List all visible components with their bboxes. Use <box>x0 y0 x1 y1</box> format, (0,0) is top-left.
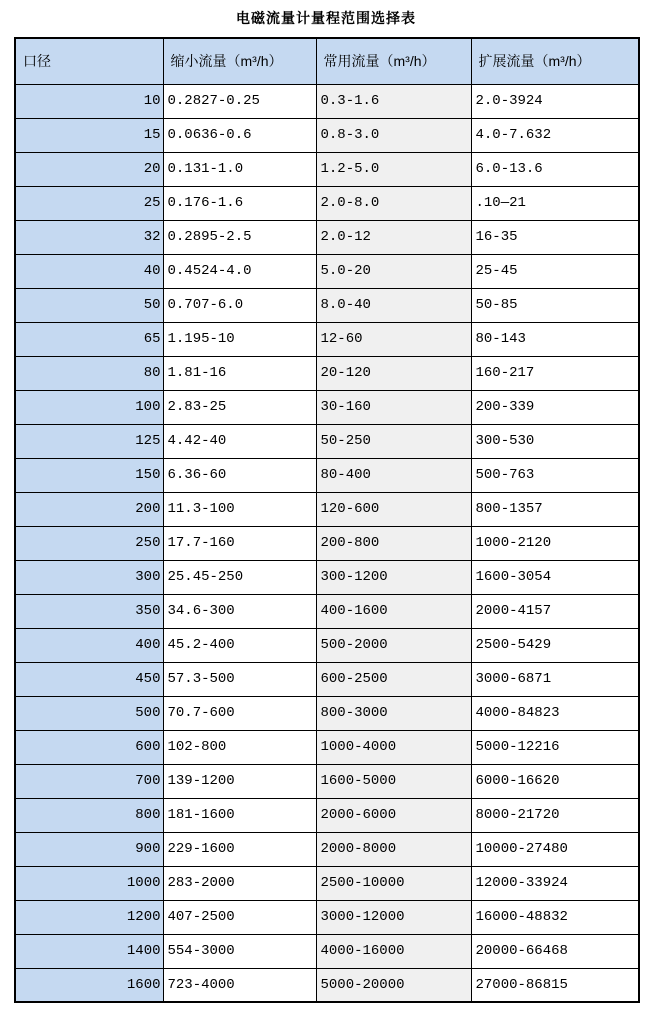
common-flow-cell: 30-160 <box>316 390 471 424</box>
col-header-diameter: 口径 <box>15 38 163 84</box>
table-row <box>15 866 639 900</box>
reduced-flow-cell: 70.7-600 <box>163 696 316 730</box>
diameter-cell: 250 <box>15 526 163 560</box>
extended-flow-cell: 2.0-3924 <box>471 84 639 118</box>
diameter-cell: 700 <box>15 764 163 798</box>
common-flow-cell: 5.0-20 <box>316 254 471 288</box>
diameter-cell: 300 <box>15 560 163 594</box>
common-flow-cell: 5000-20000 <box>316 968 471 1002</box>
extended-flow-cell: 8000-21720 <box>471 798 639 832</box>
extended-flow-cell: 4000-84823 <box>471 696 639 730</box>
reduced-flow-cell: 0.707-6.0 <box>163 288 316 322</box>
diameter-cell: 500 <box>15 696 163 730</box>
common-flow-cell: 400-1600 <box>316 594 471 628</box>
table-row <box>15 390 639 424</box>
table-row <box>15 798 639 832</box>
diameter-cell: 32 <box>15 220 163 254</box>
diameter-cell: 1400 <box>15 934 163 968</box>
extended-flow-cell: .10—21 <box>471 186 639 220</box>
diameter-cell: 450 <box>15 662 163 696</box>
reduced-flow-cell: 554-3000 <box>163 934 316 968</box>
extended-flow-cell: 4.0-7.632 <box>471 118 639 152</box>
extended-flow-cell: 5000-12216 <box>471 730 639 764</box>
col-header-common-flow: 常用流量（m³/h） <box>316 38 471 84</box>
table-row <box>15 696 639 730</box>
reduced-flow-cell: 283-2000 <box>163 866 316 900</box>
reduced-flow-cell: 1.195-10 <box>163 322 316 356</box>
diameter-cell: 350 <box>15 594 163 628</box>
extended-flow-cell: 200-339 <box>471 390 639 424</box>
table-row <box>15 322 639 356</box>
reduced-flow-cell: 11.3-100 <box>163 492 316 526</box>
flow-range-table <box>14 37 640 1003</box>
common-flow-cell: 50-250 <box>316 424 471 458</box>
reduced-flow-cell: 407-2500 <box>163 900 316 934</box>
extended-flow-cell: 27000-86815 <box>471 968 639 1002</box>
page-title: 电磁流量计量程范围选择表 <box>236 10 416 26</box>
extended-flow-cell: 12000-33924 <box>471 866 639 900</box>
diameter-cell: 10 <box>15 84 163 118</box>
col-header-reduced-flow: 缩小流量（m³/h） <box>163 38 316 84</box>
table-row <box>15 628 639 662</box>
table-row <box>15 730 639 764</box>
diameter-cell: 400 <box>15 628 163 662</box>
table-row <box>15 220 639 254</box>
common-flow-cell: 500-2000 <box>316 628 471 662</box>
extended-flow-cell: 80-143 <box>471 322 639 356</box>
table-row <box>15 968 639 1002</box>
extended-flow-cell: 3000-6871 <box>471 662 639 696</box>
common-flow-cell: 2.0-8.0 <box>316 186 471 220</box>
reduced-flow-cell: 45.2-400 <box>163 628 316 662</box>
common-flow-cell: 120-600 <box>316 492 471 526</box>
common-flow-cell: 2000-6000 <box>316 798 471 832</box>
diameter-cell: 1200 <box>15 900 163 934</box>
diameter-cell: 25 <box>15 186 163 220</box>
table-row <box>15 832 639 866</box>
common-flow-cell: 600-2500 <box>316 662 471 696</box>
extended-flow-cell: 6000-16620 <box>471 764 639 798</box>
reduced-flow-cell: 25.45-250 <box>163 560 316 594</box>
extended-flow-cell: 2000-4157 <box>471 594 639 628</box>
reduced-flow-cell: 181-1600 <box>163 798 316 832</box>
reduced-flow-cell: 2.83-25 <box>163 390 316 424</box>
diameter-cell: 15 <box>15 118 163 152</box>
reduced-flow-cell: 102-800 <box>163 730 316 764</box>
diameter-cell: 80 <box>15 356 163 390</box>
common-flow-cell: 0.8-3.0 <box>316 118 471 152</box>
reduced-flow-cell: 34.6-300 <box>163 594 316 628</box>
extended-flow-cell: 160-217 <box>471 356 639 390</box>
common-flow-cell: 20-120 <box>316 356 471 390</box>
common-flow-cell: 200-800 <box>316 526 471 560</box>
reduced-flow-cell: 0.4524-4.0 <box>163 254 316 288</box>
reduced-flow-cell: 57.3-500 <box>163 662 316 696</box>
diameter-cell: 200 <box>15 492 163 526</box>
diameter-cell: 40 <box>15 254 163 288</box>
table-row <box>15 118 639 152</box>
common-flow-cell: 8.0-40 <box>316 288 471 322</box>
extended-flow-cell: 300-530 <box>471 424 639 458</box>
reduced-flow-cell: 139-1200 <box>163 764 316 798</box>
header-row <box>15 38 639 84</box>
reduced-flow-cell: 4.42-40 <box>163 424 316 458</box>
diameter-cell: 1000 <box>15 866 163 900</box>
common-flow-cell: 2.0-12 <box>316 220 471 254</box>
table-row <box>15 526 639 560</box>
common-flow-cell: 300-1200 <box>316 560 471 594</box>
reduced-flow-cell: 229-1600 <box>163 832 316 866</box>
common-flow-cell: 1000-4000 <box>316 730 471 764</box>
common-flow-cell: 12-60 <box>316 322 471 356</box>
table-row <box>15 254 639 288</box>
reduced-flow-cell: 0.0636-0.6 <box>163 118 316 152</box>
extended-flow-cell: 16000-48832 <box>471 900 639 934</box>
table-body <box>15 84 639 1002</box>
reduced-flow-cell: 6.36-60 <box>163 458 316 492</box>
common-flow-cell: 4000-16000 <box>316 934 471 968</box>
reduced-flow-cell: 0.2827-0.25 <box>163 84 316 118</box>
diameter-cell: 65 <box>15 322 163 356</box>
extended-flow-cell: 500-763 <box>471 458 639 492</box>
diameter-cell: 600 <box>15 730 163 764</box>
reduced-flow-cell: 17.7-160 <box>163 526 316 560</box>
diameter-cell: 100 <box>15 390 163 424</box>
table-row <box>15 934 639 968</box>
table-row <box>15 662 639 696</box>
diameter-cell: 20 <box>15 152 163 186</box>
common-flow-cell: 2000-8000 <box>316 832 471 866</box>
extended-flow-cell: 10000-27480 <box>471 832 639 866</box>
reduced-flow-cell: 0.176-1.6 <box>163 186 316 220</box>
reduced-flow-cell: 723-4000 <box>163 968 316 1002</box>
extended-flow-cell: 20000-66468 <box>471 934 639 968</box>
common-flow-cell: 80-400 <box>316 458 471 492</box>
table-row <box>15 900 639 934</box>
table-row <box>15 492 639 526</box>
table-row <box>15 152 639 186</box>
reduced-flow-cell: 0.2895-2.5 <box>163 220 316 254</box>
table-row <box>15 594 639 628</box>
common-flow-cell: 0.3-1.6 <box>316 84 471 118</box>
table-row <box>15 764 639 798</box>
common-flow-cell: 3000-12000 <box>316 900 471 934</box>
diameter-cell: 50 <box>15 288 163 322</box>
common-flow-cell: 800-3000 <box>316 696 471 730</box>
diameter-cell: 125 <box>15 424 163 458</box>
common-flow-cell: 1.2-5.0 <box>316 152 471 186</box>
common-flow-cell: 1600-5000 <box>316 764 471 798</box>
table-row <box>15 84 639 118</box>
extended-flow-cell: 800-1357 <box>471 492 639 526</box>
extended-flow-cell: 2500-5429 <box>471 628 639 662</box>
table-row <box>15 424 639 458</box>
diameter-cell: 800 <box>15 798 163 832</box>
table-row <box>15 560 639 594</box>
table-row <box>15 288 639 322</box>
extended-flow-cell: 6.0-13.6 <box>471 152 639 186</box>
extended-flow-cell: 16-35 <box>471 220 639 254</box>
reduced-flow-cell: 1.81-16 <box>163 356 316 390</box>
extended-flow-cell: 50-85 <box>471 288 639 322</box>
extended-flow-cell: 1000-2120 <box>471 526 639 560</box>
table-row <box>15 458 639 492</box>
table-row <box>15 356 639 390</box>
extended-flow-cell: 1600-3054 <box>471 560 639 594</box>
col-header-extended-flow: 扩展流量（m³/h） <box>471 38 639 84</box>
extended-flow-cell: 25-45 <box>471 254 639 288</box>
diameter-cell: 1600 <box>15 968 163 1002</box>
reduced-flow-cell: 0.131-1.0 <box>163 152 316 186</box>
diameter-cell: 150 <box>15 458 163 492</box>
table-row <box>15 186 639 220</box>
common-flow-cell: 2500-10000 <box>316 866 471 900</box>
diameter-cell: 900 <box>15 832 163 866</box>
